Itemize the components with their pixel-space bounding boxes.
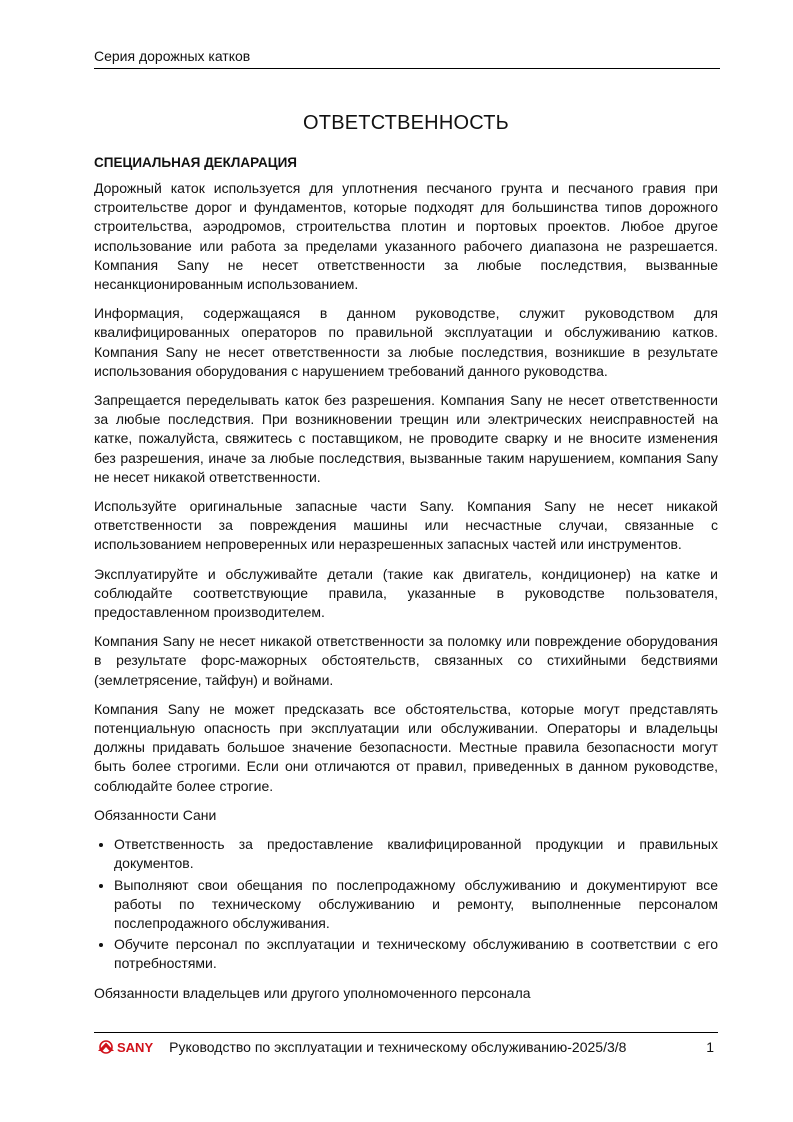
page-number: 1 [706,1039,714,1055]
page-footer [94,1032,718,1055]
paragraph-manual-info: Информация, содержащаяся в данном руководстве, служит руководством для квалифицированных операторов по правильной эксплуатации и обслуживанию катков. Компания Sany не несет ответственности за любые последствия, возникшие в результате использования оборудования с нарушением требований данного руководства. [94,305,718,379]
sany-logo-icon [97,1040,115,1054]
paragraph-purpose: Дорожный каток используется для уплотнения песчаного грунта и песчаного гравия при строительстве дорог и фундаментов, которые подходят для большинства типов дорожного строительства, аэродромов, строительства плотин и портовых проектов. Любое другое использование или работа за пределами указанного рабочего диапазона не разрешается. Компания Sany не несет ответственности за любые последствия, вызванные несанкционированным использованием. [94,180,718,293]
paragraph-components: Эксплуатируйте и обслуживайте детали (такие как двигатель, кондиционер) на катке и соблюдайте соответствующие правила, указанные в руководстве пользователя, предоставленном производителем. [94,565,718,621]
sany-duties-heading: Обязанности Сани [94,806,217,823]
paragraph-safety: Компания Sany не может предсказать все обстоятельства, которые могут представлять потенциальную опасность при эксплуатации или обслуживании. Операторы и владельцы должны придавать большое значение безопасности. Местные правила безопасности могут быть более строгими. Если они отличаются от правил, приведенных в данном руководстве, соблюдайте более строгие. [94,700,718,794]
sany-duties-list [94,835,718,973]
document-body [94,112,718,1013]
section-title: СПЕЦИАЛЬНАЯ ДЕКЛАРАЦИЯ [94,155,297,170]
manual-title: Руководство по эксплуатации и техническому обслуживанию-2025/3/8 [169,1039,627,1055]
series-title: Серия дорожных катков [94,48,251,64]
sany-logo-text: SANY [117,1039,154,1055]
paragraph-modification: Запрещается переделывать каток без разрешения. Компания Sany не несет ответственности за любые последствия. При возникновении трещин или электрических неисправностей на катке, пожалуйста, свяжитесь с поставщиком, не проводите сварку и не вносите изменения без разрешения, иначе за любые последствия, вызванные таким нарушением, компания Sany не несет никакой ответственности. [94,392,718,485]
page-header [94,48,720,69]
list-item: • Обучите персонал по эксплуатации и техническому обслуживанию в соответствии с его потребностями. [114,935,718,973]
paragraph-spare-parts: Используйте оригинальные запасные части Sany. Компания Sany не несет никакой ответственности за повреждения машины или несчастные случаи, связанные с использованием непроверенных или неразрешенных запасных частей или инструментов. [94,498,718,553]
owner-duties-heading: Обязанности владельцев или другого уполномоченного персонала [94,984,531,1001]
list-item: • Ответственность за предоставление квалифицированной продукции и правильных документов. [114,835,718,873]
list-item: • Выполняют свои обещания по послепродажному обслуживанию и документируют все работы по техническому обслуживанию и ремонту, выполненные персоналом послепродажного обслуживания. [114,876,718,934]
paragraph-force-majeure: Компания Sany не несет никакой ответственности за поломку или повреждение оборудования в результате форс-мажорных обстоятельств, связанных со стихийными бедствиями (землетрясение, тайфун) и войнами. [94,633,718,688]
sany-logo [97,1040,153,1055]
page-title: ОТВЕТСТВЕННОСТЬ [303,112,509,134]
